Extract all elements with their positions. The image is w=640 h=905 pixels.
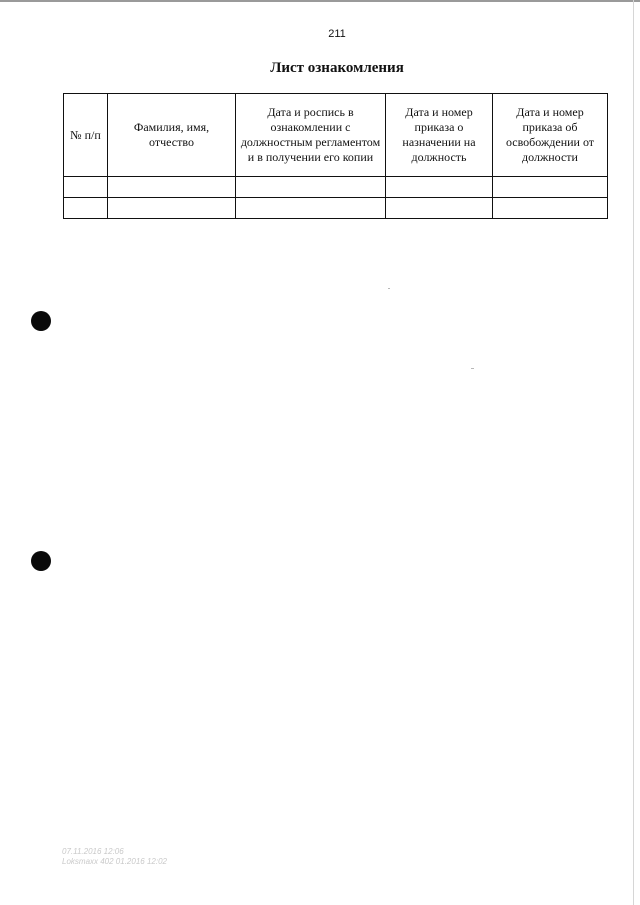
table-cell xyxy=(236,177,386,198)
column-header-number: № п/п xyxy=(64,94,108,177)
table-cell xyxy=(493,198,608,219)
scan-speck xyxy=(388,288,390,289)
table-header-row xyxy=(64,94,608,177)
table-cell xyxy=(108,198,236,219)
table-cell xyxy=(64,177,108,198)
table-cell xyxy=(493,177,608,198)
document-title: Лист ознакомления xyxy=(270,60,404,76)
table-cell xyxy=(386,177,493,198)
table-cell xyxy=(236,198,386,219)
column-header-full-name: Фамилия, имя, отчество xyxy=(108,94,236,177)
footer-stamp xyxy=(62,847,167,867)
scan-top-edge xyxy=(0,0,640,2)
scan-speck xyxy=(471,368,474,369)
punch-hole-icon xyxy=(31,551,51,571)
table-row xyxy=(64,198,608,219)
footer-stamp-line: Loksmaxx 402 01.2016 12:02 xyxy=(62,857,167,866)
scan-right-edge xyxy=(633,0,634,905)
table-row xyxy=(64,177,608,198)
column-header-appointment-order: Дата и номер приказа о назначении на должность xyxy=(386,94,493,177)
page-number: 211 xyxy=(328,28,346,40)
column-header-signature: Дата и роспись в ознакомлении с должностным регламентом и в получении его копии xyxy=(236,94,386,177)
acknowledgement-table xyxy=(63,93,608,219)
table-cell xyxy=(108,177,236,198)
column-header-dismissal-order: Дата и номер приказа об освобождении от должности xyxy=(493,94,608,177)
table-cell xyxy=(64,198,108,219)
table-cell xyxy=(386,198,493,219)
footer-stamp-line: 07.11.2016 12:06 xyxy=(62,847,124,856)
punch-hole-icon xyxy=(31,311,51,331)
